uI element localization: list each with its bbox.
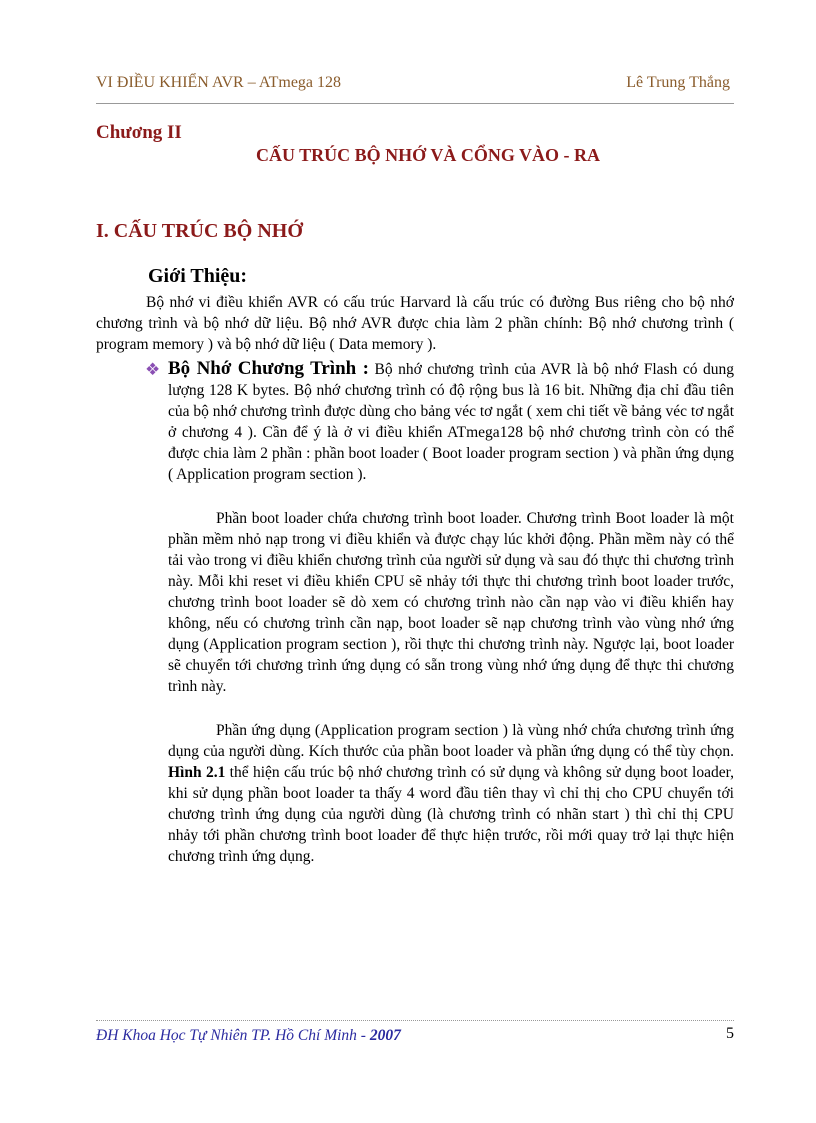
application-paragraph bbox=[168, 720, 734, 867]
app-text-after: thể hiện cấu trúc bộ nhớ chương trình có sử dụng và không sử dụng boot loader, khi sử dụng phần boot loader ta thấy 4 word đầu tiên thay vì chỉ thị cho CPU chuyển tới chương trình ứng dụng của người dùng (là chương trình có nhãn start ) thì chỉ thị CPU nhảy tới phần chương trình boot loader để thực hiện trước, rồi mới quay trở lại thực hiện chương trình ứng dụng. bbox=[168, 764, 734, 865]
intro-paragraph: Bộ nhớ vi điều khiển AVR có cấu trúc Harvard là cấu trúc có đường Bus riêng cho bộ nhớ chương trình và bộ nhớ dữ liệu. Bộ nhớ AVR được chia làm 2 phần chính: Bộ nhớ chương trình ( program memory ) và bộ nhớ dữ liệu ( Data memory ). bbox=[96, 294, 734, 353]
figure-reference: Hình 2.1 bbox=[168, 764, 226, 781]
footer-org: ĐH Khoa Học Tự Nhiên TP. Hồ Chí Minh - bbox=[96, 1027, 370, 1044]
chapter-label: Chương II bbox=[96, 122, 182, 143]
bullet-term: Bộ Nhớ Chương Trình : bbox=[168, 358, 369, 379]
boot-loader-paragraph: Phần boot loader chứa chương trình boot loader. Chương trình Boot loader là một phần mềm nhỏ nạp trong vi điều khiển và được chạy lúc khởi động. Phần mềm này có thể tải vào trong vi điều khiển chương trình của người sử dụng và sau đó thực thi chương trình này. Mỗi khi reset vi điều khiển CPU sẽ nhảy tới thực thi chương trình boot loader trước, chương trình boot loader sẽ dò xem có chương trình nào cần nạp vào vi điều khiển hay không, nếu có chương trình cần nạp, boot loader sẽ nạp chương trình vào vùng nhớ ứng dụng (Application program section ), rồi thực thi chương trình này. Ngược lại, boot loader sẽ chuyển tới chương trình ứng dụng có sẵn trong vùng nhớ ứng dụng để thực thi chương trình này. bbox=[168, 510, 734, 695]
header-author: Lê Trung Thắng bbox=[626, 74, 730, 91]
intro-heading: Giới Thiệu: bbox=[148, 265, 248, 287]
chapter-title: CẤU TRÚC BỘ NHỚ VÀ CỔNG VÀO - RA bbox=[255, 145, 601, 165]
program-memory-paragraph bbox=[168, 358, 734, 485]
section-heading: I. CẤU TRÚC BỘ NHỚ bbox=[96, 220, 303, 242]
footer-rule bbox=[96, 1020, 734, 1021]
page-footer bbox=[96, 1027, 730, 1045]
footer-year: 2007 bbox=[369, 1027, 401, 1044]
header-rule bbox=[96, 103, 734, 104]
header-title: VI ĐIỀU KHIỂN AVR – ATmega 128 bbox=[96, 74, 342, 91]
page-number: 5 bbox=[726, 1025, 734, 1042]
diamond-bullet-icon: ❖ bbox=[145, 360, 161, 379]
app-text-before: Phần ứng dụng (Application program section ) là vùng nhớ chứa chương trình ứng dụng của người dùng. Kích thước của phần boot loader và phần ứng dụng có thể tùy chọn. bbox=[168, 722, 734, 760]
bullet-text: Bộ nhớ chương trình của AVR là bộ nhớ Flash có dung lượng 128 K bytes. Bộ nhớ chương trình có độ rộng bus là 16 bit. Những địa chỉ đầu tiên của bộ nhớ chương trình được dùng cho bảng véc tơ ngắt ( xem chi tiết về bảng véc tơ ngắt ở chương 4 ). Cần để ý là ở vi điều khiển ATmega128 bộ nhớ chương trình còn có thể được chia làm 2 phần : phần boot loader ( Boot loader program section ) và phần ứng dụng ( Application program section ). bbox=[168, 361, 734, 483]
